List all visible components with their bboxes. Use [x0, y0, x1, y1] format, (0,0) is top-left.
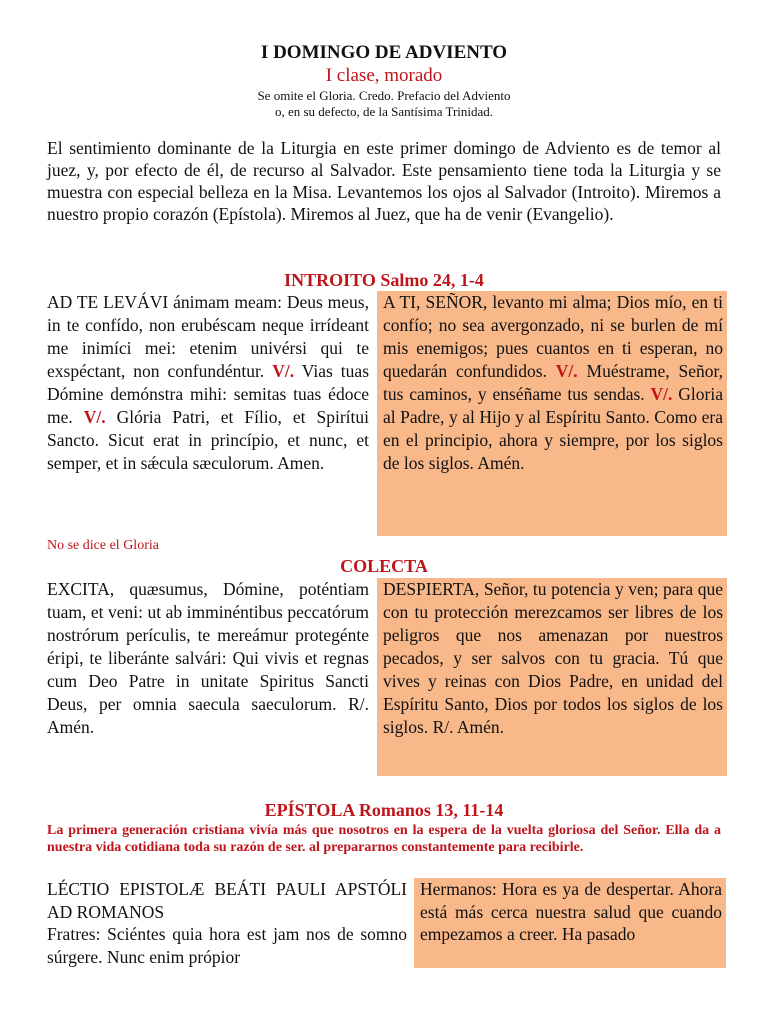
versicle-mark: V/. — [555, 361, 578, 381]
rubric-note-1: Se omite el Gloria. Credo. Prefacio del Adviento — [257, 88, 511, 103]
colecta-spanish: DESPIERTA, Señor, tu potencia y ven; para que con tu protección merezcamos ser libres de los peligros que nos amenazan por nuestros pecados, y ser salvos con tu gracia. Tú que vives y reinas con Dios Padre, en unidad del Espíritu Santo, Dios por todos los siglos de los siglos. R/. Amén. — [377, 578, 727, 776]
epistola-heading: EPÍSTOLA Romanos 13, 11-14 — [264, 800, 504, 820]
versicle-mark: V/. — [272, 361, 295, 381]
versicle-mark: V/. — [83, 407, 106, 427]
epistola-latin-text: Fratres: Sciéntes quia hora est jam nos de somno súrgere. Nunc enim própior — [47, 924, 407, 967]
colecta-latin: EXCITA, quæsumus, Dómine, poténtiam tuam, et veni: ut ab imminéntibus peccatórum nostrórum perículis, te mereámur protegénte éripi, te liberánte salvári: Qui vivis et regnas cum Deo Patre in unitate Spiritus Sancti Deus, per omnia saecula saeculorum. R/. Amén. — [47, 579, 369, 737]
mass-title: I DOMINGO DE ADVIENTO — [260, 42, 508, 63]
rubric-note-2: o, en su defecto, de la Santísima Trinidad. — [274, 104, 494, 119]
epistola-latin-title: LÉCTIO EPISTOLÆ BEÁTI PAULI APSTÓLI AD ROMANOS — [47, 879, 407, 922]
introito-spanish-part-b: Muéstrame, Señor, tus caminos, y enséñame tus sendas. — [383, 361, 724, 404]
introito-latin — [47, 291, 369, 475]
introito-spanish — [377, 291, 727, 536]
introito-spanish-part-a: A TI, SEÑOR, levanto mi alma; Dios mío, en ti confío; no sea avergonzado, ni se burlen de mí mis enemigos; pues cuantos en ti esperan, no quedarán confundidos. — [383, 292, 723, 381]
mass-class: I clase, morado — [325, 65, 443, 86]
introito-heading: INTROITO Salmo 24, 1-4 — [284, 270, 484, 290]
epistola-latin — [47, 878, 407, 968]
epistola-note: La primera generación cristiana vivía más que nosotros en la espera de la vuelta gloriosa del Señor. Ella da a nuestra vida cotidiana toda su razón de ser. al prepararnos constantemente para recibirle. — [47, 823, 721, 855]
colecta-heading: COLECTA — [340, 556, 428, 576]
versicle-mark: V/. — [650, 384, 673, 404]
introito-latin-part-c: Glória Patri, et Fílio, et Spirítui Sancto. Sicut erat in princípio, et nunc, et semper, et in sǽcula sæculorum. Amen. — [47, 407, 369, 473]
gloria-rubric: No se dice el Gloria — [47, 538, 159, 553]
epistola-spanish: Hermanos: Hora es ya de despertar. Ahora está más cerca nuestra salud que cuando empezamos a creer. Ha pasado — [414, 878, 726, 968]
introito-latin-part-b: Vias tuas Dómine demónstra mihi: semitas tuas édoce me. — [47, 361, 370, 427]
introito-latin-part-a: AD TE LEVÁVI ánimam meam: Deus meus, in te confído, non erubéscam neque irrídeant me inimíci mei: etenim univérsi qui te exspéctant, non confundéntur. — [47, 292, 369, 381]
introito-spanish-part-c: Gloria al Padre, y al Hijo y al Espíritu Santo. Como era en el principio, ahora y siempre, por los siglos de los siglos. Amén. — [383, 384, 724, 473]
intro-paragraph: El sentimiento dominante de la Liturgia en este primer domingo de Adviento es de temor al juez, y, por efecto de él, de recurso al Salvador. Este pensamiento tiene toda la Liturgia y se muestra con especial belleza en la Misa. Levantemos los ojos al Salvador (Introito). Miremos a nuestro propio corazón (Epístola). Miremos al Juez, que ha de venir (Evangelio). — [47, 138, 721, 224]
